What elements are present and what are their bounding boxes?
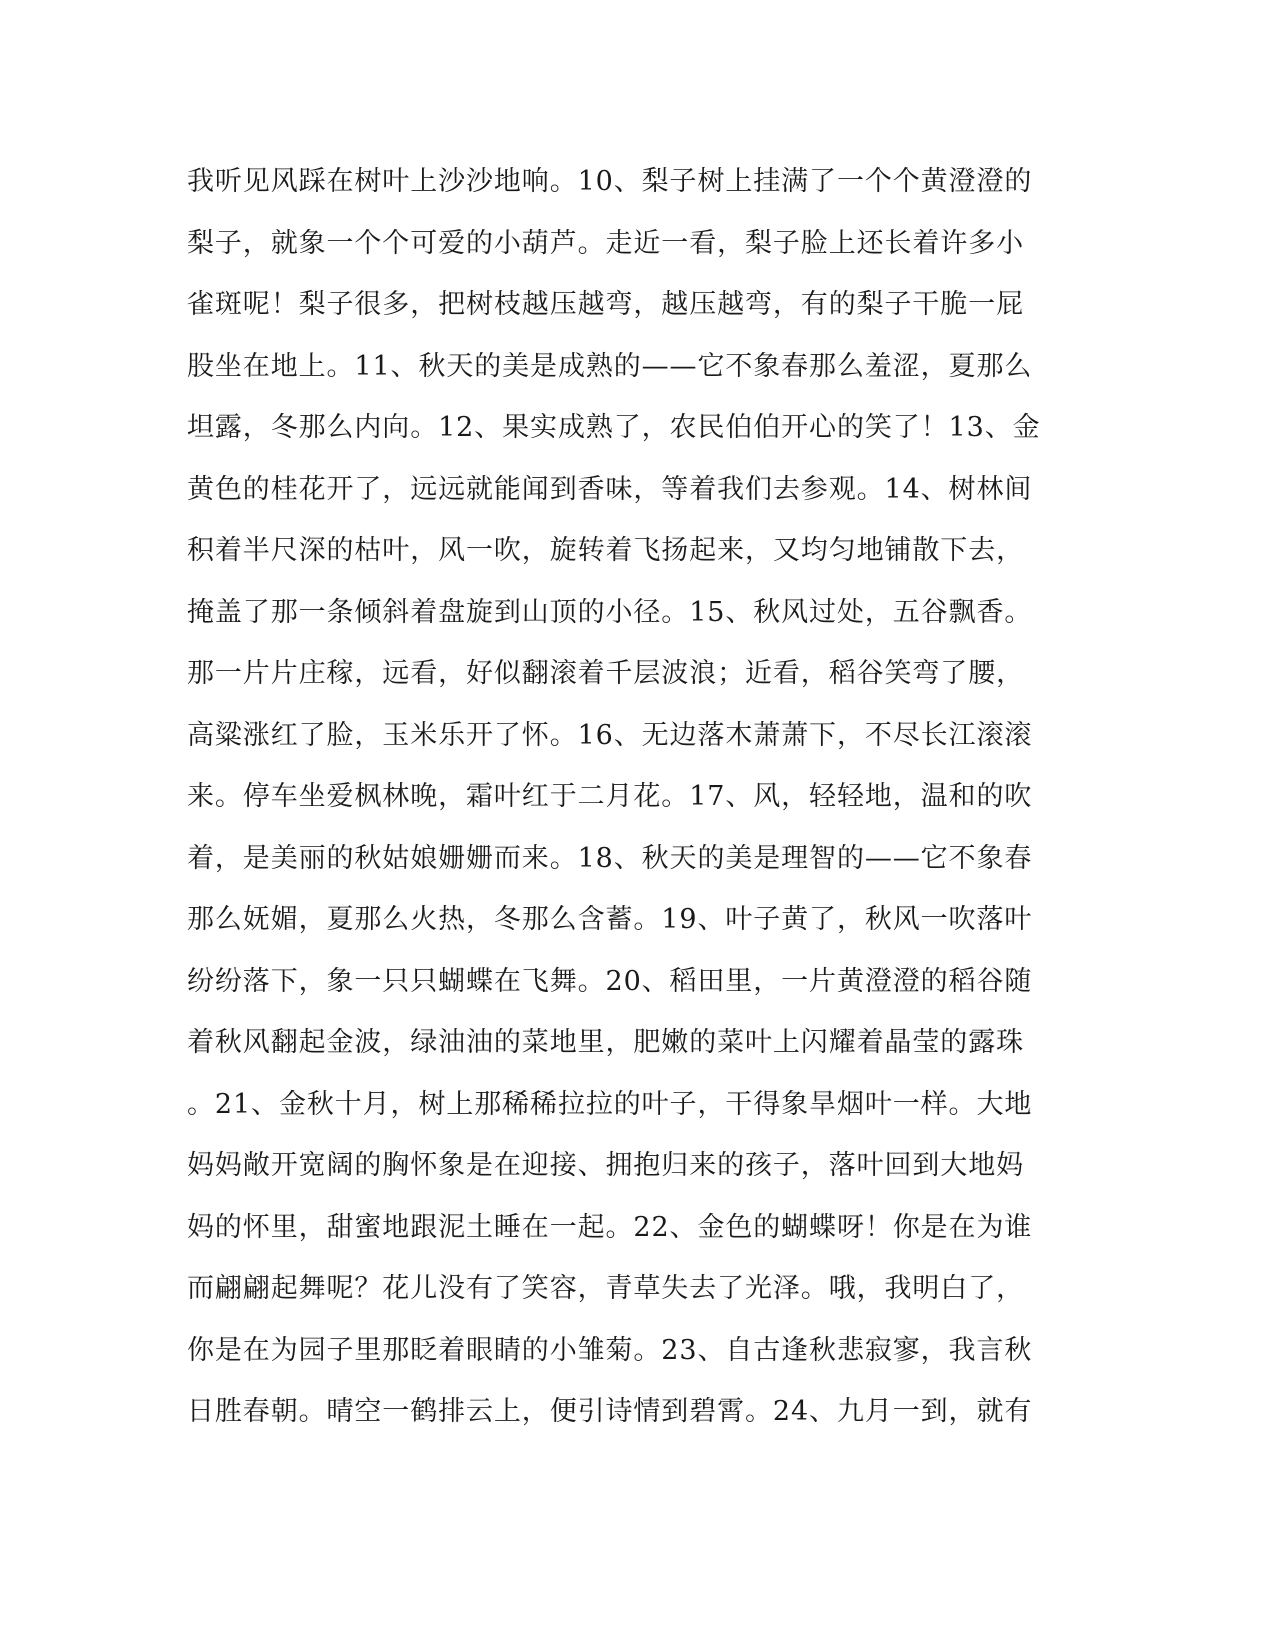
text-line: 着，是美丽的秋姑娘姗姗而来。18、秋天的美是理智的——它不象春 <box>187 842 1033 874</box>
text-line: 着秋风翻起金波，绿油油的菜地里，肥嫩的菜叶上闪耀着晶莹的露珠 <box>187 1027 1024 1058</box>
text-line: 来。停车坐爱枫林晚，霜叶红于二月花。17、风，轻轻地，温和的吹 <box>187 781 1033 812</box>
text-line: 掩盖了那一条倾斜着盘旋到山顶的小径。15、秋风过处，五谷飘香。 <box>187 596 1033 628</box>
text-line: 日胜春朝。晴空一鹤排云上，便引诗情到碧霄。24、九月一到，就有 <box>187 1396 1033 1427</box>
text-line: 坦露，冬那么内向。12、果实成熟了，农民伯伯开心的笑了！13、金 <box>187 412 1041 443</box>
text-line: 黄色的桂花开了，远远就能闻到香味，等着我们去参观。14、树林间 <box>187 473 1033 505</box>
text-line: 我听见风踩在树叶上沙沙地响。10、梨子树上挂满了一个个黄澄澄的 <box>187 166 1033 197</box>
text-line: 而翩翩起舞呢？花儿没有了笑容，青草失去了光泽。哦，我明白了， <box>187 1273 1024 1304</box>
text-line: 你是在为园子里那眨着眼睛的小雏菊。23、自古逢秋悲寂寥，我言秋 <box>187 1334 1033 1366</box>
body-text <box>187 162 1047 1454</box>
text-line: 股坐在地上。11、秋天的美是成熟的——它不象春那么羞涩，夏那么 <box>187 350 1033 382</box>
text-line: 高粱涨红了脸，玉米乐开了怀。16、无边落木萧萧下，不尽长江滚滚 <box>187 719 1033 751</box>
text-line: 妈的怀里，甜蜜地跟泥土睡在一起。22、金色的蝴蝶呀！你是在为谁 <box>187 1211 1033 1243</box>
text-line: 那一片片庄稼，远看，好似翻滚着千层波浪；近看，稻谷笑弯了腰， <box>187 658 1024 689</box>
text-line: 积着半尺深的枯叶，风一吹，旋转着飞扬起来，又均匀地铺散下去， <box>187 535 1024 566</box>
text-line: 雀斑呢！梨子很多，把树枝越压越弯，越压越弯，有的梨子干脆一屁 <box>187 289 1024 320</box>
text-line: 。21、金秋十月，树上那稀稀拉拉的叶子，干得象旱烟叶一样。大地 <box>187 1088 1033 1120</box>
text-line: 纷纷落下，象一只只蝴蝶在飞舞。20、稻田里，一片黄澄澄的稻谷随 <box>187 965 1033 997</box>
text-line: 那么妩媚，夏那么火热，冬那么含蓄。19、叶子黄了，秋风一吹落叶 <box>187 904 1033 935</box>
text-line: 妈妈敞开宽阔的胸怀象是在迎接、拥抱归来的孩子，落叶回到大地妈 <box>187 1150 1024 1181</box>
text-line: 梨子，就象一个个可爱的小葫芦。走近一看，梨子脸上还长着许多小 <box>187 227 1024 259</box>
